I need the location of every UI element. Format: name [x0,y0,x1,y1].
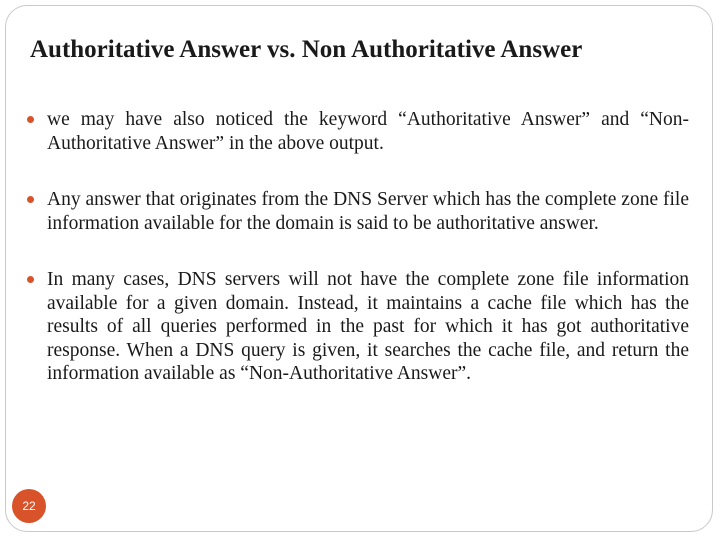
bullet-text: Any answer that originates from the DNS Server which has the complete zone file information available for the domain is said to be authoritative answer. [47,189,689,234]
bullet-item [27,188,689,235]
bullet-list [27,108,689,386]
page-number-badge: 22 [12,489,46,523]
bullet-dot-icon [27,276,34,283]
slide-title: Authoritative Answer vs. Non Authoritative Answer [30,36,583,63]
bullet-text: we may have also noticed the keyword “Authoritative Answer” and “Non-Authoritative Answer” in the above output. [47,109,689,154]
bullet-dot-icon [27,196,34,203]
bullet-item [27,268,689,386]
bullet-text: In many cases, DNS servers will not have the complete zone file information available for a given domain. Instead, it maintains a cache file which has the results of all queries performed in the past for which it has got authoritative response. When a DNS query is given, it searches the cache file, and return the information available as “Non-Authoritative Answer”. [47,269,689,384]
bullet-item [27,108,689,155]
bullet-dot-icon [27,116,34,123]
